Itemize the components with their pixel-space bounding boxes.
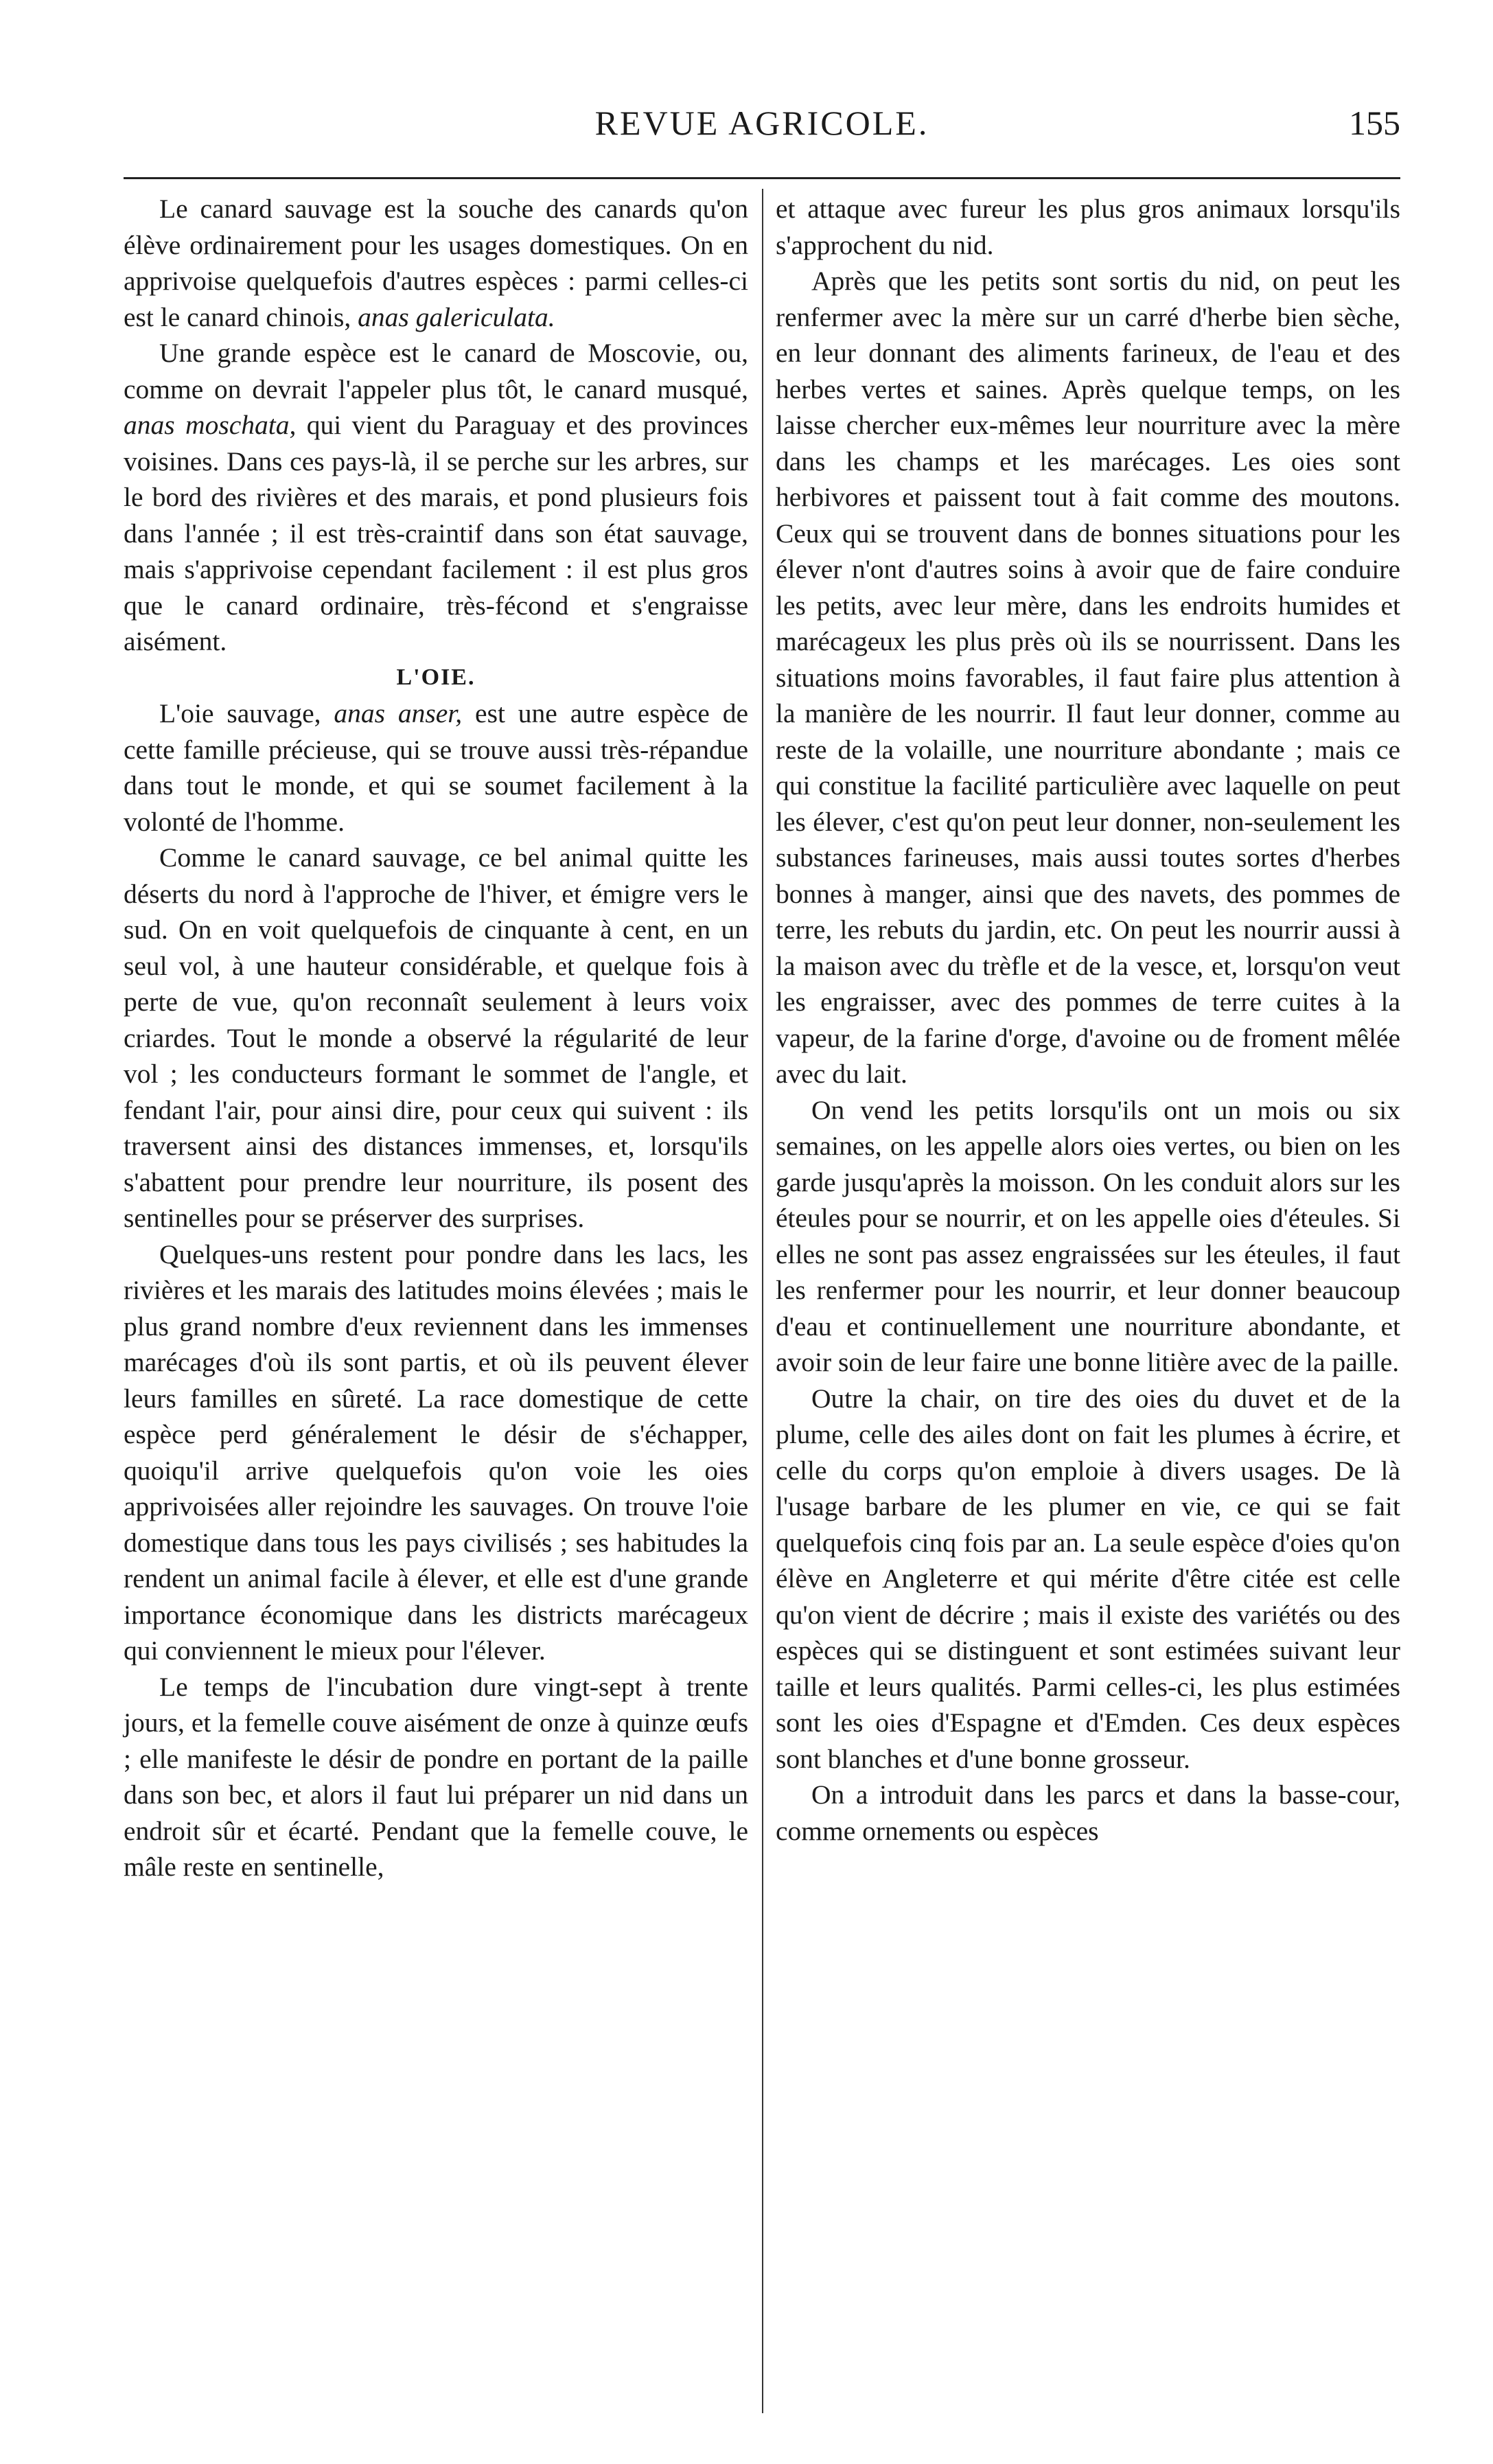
- paragraph: Comme le canard sauvage, ce bel animal quitte les déserts du nord à l'approche de l'hiver, et émigre vers le sud. On en voit quelquefois de cinquante à cent, en un seul vol, à une hauteur considérable, et quelque fois à perte de vue, qu'on reconnaît seulement à leurs voix criardes. Tout le monde a observé la régularité de leur vol ; les conducteurs formant le sommet de l'angle, et fendant l'air, pour ainsi dire, pour ceux qui suivent : ils traversent ainsi des distances immenses, et, lorsqu'ils s'abattent pour prendre leur nourriture, ils posent des sentinelles pour se préserver des surprises.: [124, 842, 748, 1233]
- header-rule: [124, 177, 1400, 179]
- paragraph-text: L'oie sauvage,: [159, 698, 321, 728]
- paragraph-text: est une autre espèce de cette famille précieuse, qui se trouve aussi très-répandue dans tout le monde, et qui se soumet facilement à la volonté de l'homme.: [124, 698, 748, 837]
- paragraph: [124, 191, 748, 335]
- page-header: [124, 103, 1400, 151]
- column-divider: [762, 189, 763, 2413]
- right-column: [776, 191, 1400, 1849]
- latin-name: anas galericulata.: [358, 301, 555, 332]
- paragraph: Le temps de l'incubation dure vingt-sept à trente jours, et la femelle couve aisément de onze à quinze œufs ; elle manifeste le désir de pondre en portant de la paille dans son bec, et alors il faut lui préparer un nid dans un endroit sûr et écarté. Pendant que la femelle couve, le mâle reste en sentinelle,: [124, 1671, 748, 1882]
- paragraph: Outre la chair, on tire des oies du duvet et de la plume, celle des ailes dont on fait les plumes à écrire, et celle du corps qu'on emploie à divers usages. De là l'usage barbare de les plumer en vie, ce qui se fait quelquefois cinq fois par an. La seule espèce d'oies qu'on élève en Angleterre et qui mérite d'être citée est celle qu'on vient de décrire ; mais il existe des variétés ou des espèces qui se distinguent et sont estimées suivant leur taille et leurs qualités. Parmi celles-ci, les plus estimées sont les oies d'Espagne et d'Emden. Ces deux espèces sont blanches et d'une bonne grosseur.: [776, 1383, 1400, 1774]
- paragraph: On a introduit dans les parcs et dans la basse-cour, comme ornements ou espèces: [776, 1780, 1400, 1846]
- left-column: [124, 191, 748, 1885]
- paragraph-text: Une grande espèce est le canard de Moscovie, ou, comme on devrait l'appeler plus tôt, le canard musqué,: [124, 338, 748, 404]
- page-number: 155: [1349, 104, 1400, 142]
- paragraph-text: Le canard sauvage est la souche des canards qu'on élève ordinairement pour les usages domestiques. On en apprivoise quelquefois d'autres espèces : parmi celles-ci est le canard chinois,: [124, 194, 748, 332]
- paragraph-text: qui vient du Paraguay et des provinces voisines. Dans ces pays-là, il se perche sur les arbres, sur le bord des rivières et des marais, et pond plusieurs fois dans l'année ; il est très-craintif dans son état sauvage, mais s'apprivoise cependant facilement : il est plus gros que le canard ordinaire, très-fécond et s'engraisse aisément.: [124, 410, 749, 656]
- paragraph: [124, 335, 748, 660]
- paragraph: [124, 695, 748, 840]
- section-heading: L'OIE.: [396, 664, 476, 690]
- latin-name: anas moschata,: [124, 410, 297, 440]
- running-title: REVUE AGRICOLE.: [594, 104, 929, 142]
- latin-name: anas anser,: [334, 698, 463, 728]
- paragraph: Quelques-uns restent pour pondre dans les lacs, les rivières et les marais des latitudes moins élevées ; mais le plus grand nombre d'eux reviennent dans les immenses marécages d'où ils sont partis, et où ils peuvent élever leurs familles en sûreté. La race domestique de cette espèce perd généralement le désir de s'échapper, quoiqu'il arrive quelquefois qu'on voie les oies apprivoisées aller rejoindre les sauvages. On trouve l'oie domestique dans tous les pays civilisés ; ses habitudes la rendent un animal facile à élever, et elle est d'une grande importance économique dans les districts marécageux qui conviennent le mieux pour l'élever.: [124, 1239, 748, 1666]
- paragraph: et attaque avec fureur les plus gros animaux lorsqu'ils s'approchent du nid.: [776, 194, 1400, 260]
- paragraph: Après que les petits sont sortis du nid, on peut les renfermer avec la mère sur un carré d'herbe bien sèche, en leur donnant des aliments farineux, de l'eau et des herbes vertes et saines. Après quelque temps, on les laisse chercher eux-mêmes leur nourriture avec la mère dans les champs et les marécages. Les oies sont herbivores et paissent tout à fait comme des moutons. Ceux qui se trouvent dans de bonnes situations pour les élever n'ont d'autres soins à avoir que de faire conduire les petits, avec leur mère, dans les endroits humides et marécageux les plus près où ils se nourrissent. Dans les situations moins favorables, il faut faire plus attention à la manière de les nourrir. Il faut leur donner, comme au reste de la volaille, une nourriture abondante ; mais ce qui constitue la facilité particulière avec laquelle on peut les élever, c'est qu'on peut leur donner, non-seulement les substances farineuses, mais aussi toutes sortes d'herbes bonnes à manger, ainsi que des navets, des pommes de terre, les rebuts du jardin, etc. On peut les nourrir aussi à la maison avec du trèfle et de la vesce, et, lorsqu'on veut les engraisser, avec des pommes de terre cuites à la vapeur, de la farine d'orge, d'avoine ou de froment mêlée avec du lait.: [776, 266, 1400, 1089]
- paragraph: On vend les petits lorsqu'ils ont un mois ou six semaines, on les appelle alors oies vertes, ou bien on les garde jusqu'après la moisson. On les conduit alors sur les éteules pour se nourrir, et on les appelle oies d'éteules. Si elles ne sont pas assez engraissées sur les éteules, il faut les renfermer pour les nourrir, et leur donner beaucoup d'eau et continuellement une nourriture abondante, et avoir soin de leur faire une bonne litière avec de la paille.: [776, 1094, 1400, 1377]
